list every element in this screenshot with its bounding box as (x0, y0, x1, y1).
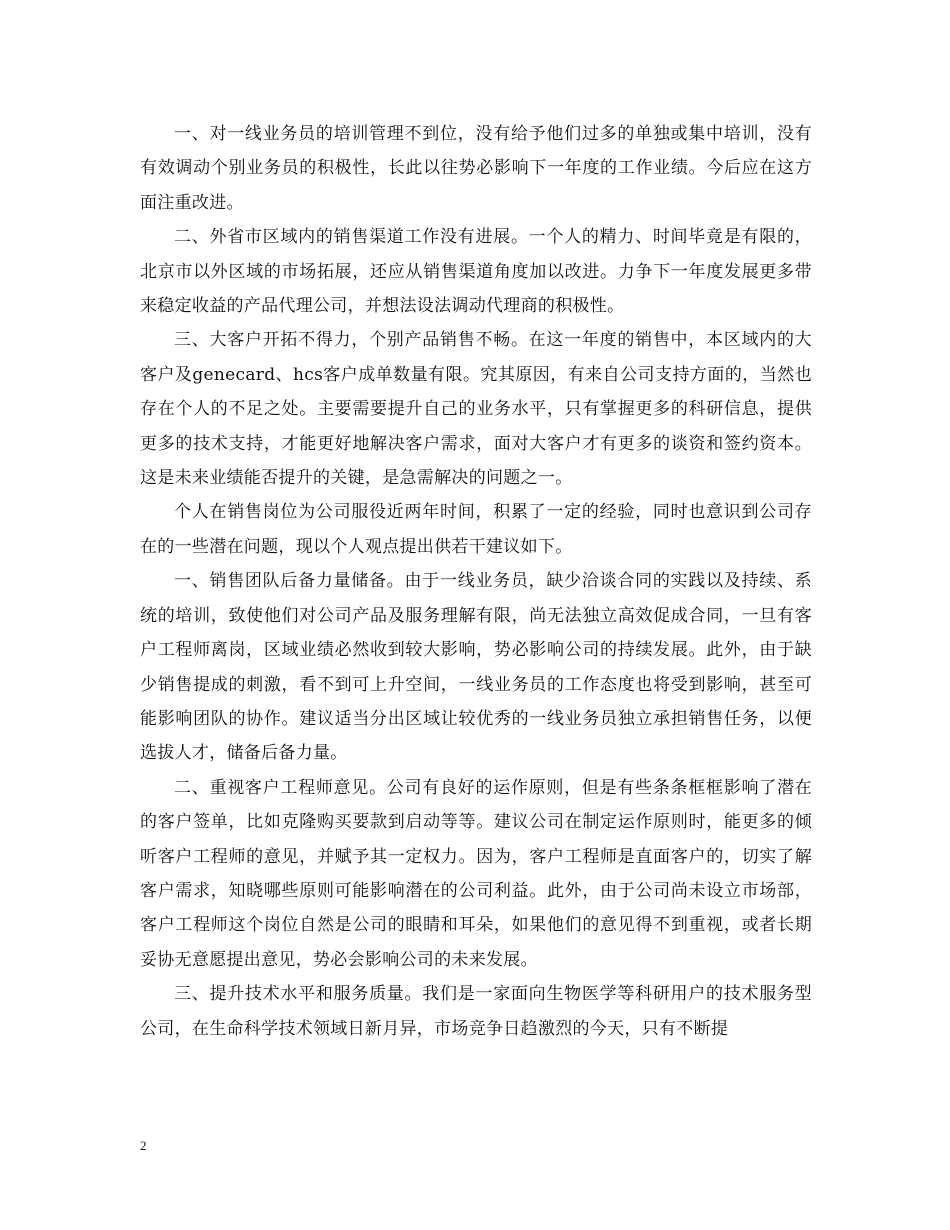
document-body (140, 117, 812, 1046)
paragraph-engineer-opinions: 二、重视客户工程师意见。公司有良好的运作原则，但是有些条条框框影响了潜在的客户签单，比如克隆购买要款到启动等等。建议公司在制定运作原则时，能更多的倾听客户工程师的意见，并赋予其一定权力。因为，客户工程师是直面客户的，切实了解客户需求，知晓哪些原则可能影响潜在的公司利益。此外，由于公司尚未设立市场部，客户工程师这个岗位自然是公司的眼睛和耳朵，如果他们的意见得不到重视，或者长期妥协无意愿提出意见，势必会影响公司的未来发展。 (140, 777, 812, 970)
paragraph-suggestions-intro: 个人在销售岗位为公司服役近两年时间，积累了一定的经验，同时也意识到公司存在的一些潜在问题，现以个人观点提出供若干建议如下。 (140, 502, 812, 557)
paragraph-training-management: 一、对一线业务员的培训管理不到位，没有给予他们过多的单独或集中培训，没有有效调动个别业务员的积极性，长此以往势必影响下一年度的工作业绩。今后应在这方面注重改进。 (140, 124, 812, 213)
paragraph-tech-service-quality: 三、提升技术水平和服务质量。我们是一家面向生物医学等科研用户的技术服务型公司，在生命科学技术领域日新月异，市场竞争日趋激烈的今天，只有不断提 (140, 984, 812, 1039)
page-number: 2 (140, 1138, 147, 1153)
paragraph-sales-channels: 二、外省市区域内的销售渠道工作没有进展。一个人的精力、时间毕竟是有限的，北京市以外区域的市场拓展，还应从销售渠道角度加以改进。力争下一年度发展更多带来稳定收益的产品代理公司，并想法设法调动代理商的积极性。 (140, 227, 812, 317)
paragraph-key-accounts: 三、大客户开拓不得力，个别产品销售不畅。在这一年度的销售中，本区域内的大客户及genecard、hcs客户成单数量有限。究其原因，有来自公司支持方面的，当然也存在个人的不足之处。主要需要提升自己的业务水平，只有掌握更多的科研信息，提供更多的技术支持，才能更好地解决客户需求，面对大客户才有更多的谈资和签约资本。这是未来业绩能否提升的关键，是急需解决的问题之一。 (140, 330, 812, 489)
paragraph-team-reserve: 一、销售团队后备力量储备。由于一线业务员，缺少洽谈合同的实践以及持续、系统的培训，致使他们对公司产品及服务理解有限，尚无法独立高效促成合同，一旦有客户工程师离岗，区域业绩必然收到较大影响，势必影响公司的持续发展。此外，由于缺少销售提成的刺激，看不到可上升空间，一线业务员的工作态度也将受到影响，甚至可能影响团队的协作。建议适当分出区域让较优秀的一线业务员独立承担销售任务，以便选拔人才，储备后备力量。 (140, 571, 812, 764)
